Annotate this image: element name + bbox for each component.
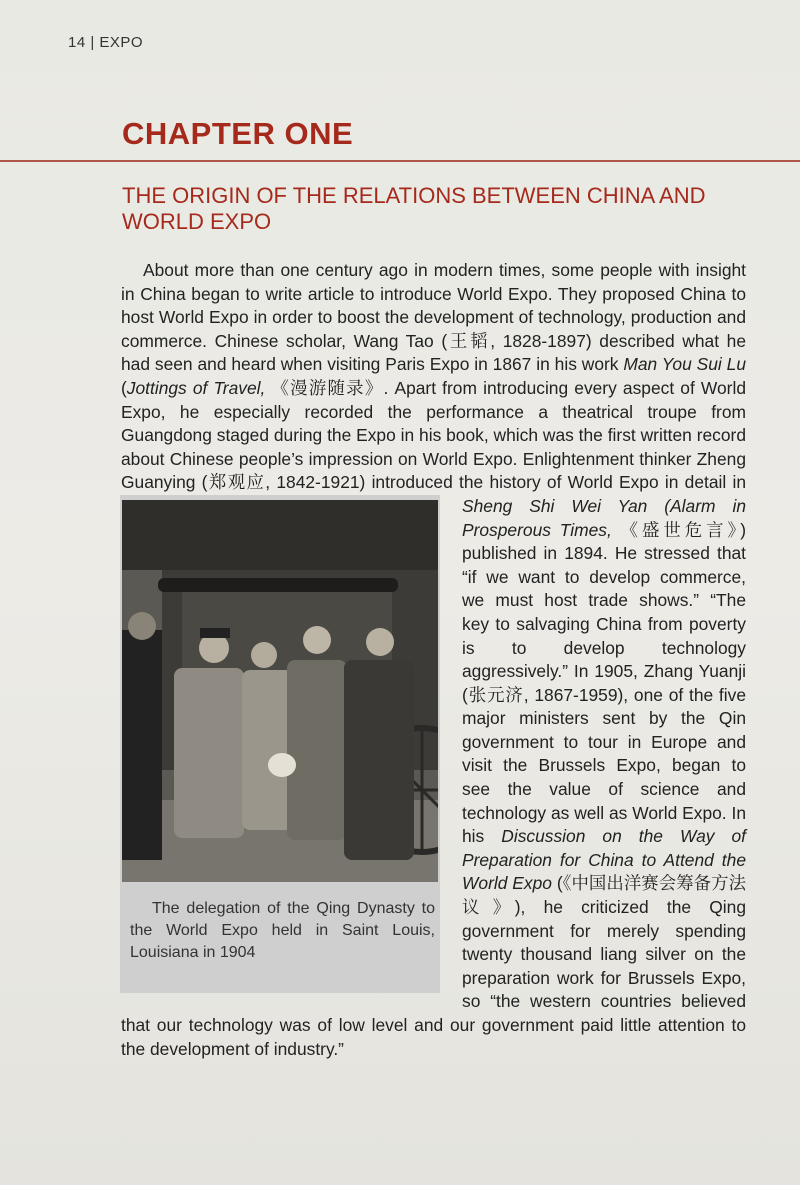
running-head: 14 | EXPO [68, 34, 144, 51]
body-paragraph [121, 259, 746, 1061]
body-span: About more than one century ago in modern times, some people with insight in China began to write article to introduce World Expo. They proposed China to host World Expo in order to boost the development of technology, production and commerce. Chinese scholar, Wang Tao (王韬, 1828-1897) described what he had seen and heard when visiting Paris Expo in 1867 in his work [121, 260, 746, 375]
photo-figure [120, 495, 440, 993]
chapter-title: CHAPTER ONE [122, 116, 354, 151]
delegation-photo [122, 500, 438, 882]
body-span: 《盛世危言》) published in 1894. He stressed that “if we want to develop commerce, we must host trade shows.” “The key to salvaging China from poverty is to develop technology aggressively.” In 1905, Zhang Yuanji (张元济, 1867-1959), one of the five major ministers sent by the Qin government to tour in Europe and visit the Brussels Expo, began to see the value of science and technology as well as World Expo. In his [462, 519, 746, 847]
photo-caption: The delegation of the Qing Dynasty to the World Expo held in Saint Louis, Louisiana in 1904 [130, 899, 435, 961]
book-title-man-you-sui-lu: Man You Sui Lu [623, 354, 746, 375]
book-title-jottings: Jottings of Travel, [126, 377, 266, 398]
section-title: THE ORIGIN OF THE RELATIONS BETWEEN CHINA AND WORLD EXPO [122, 183, 706, 234]
article-body [121, 259, 746, 1061]
book-title-discussion: Discussion on the Way of Preparation for China to Attend the World Expo [462, 826, 747, 894]
body-span: ( [121, 377, 127, 398]
body-span: 《漫游随录》. Apart from introducing every aspect of World Expo, he especially recorded the performance a theatrical troupe from Guangdong staged during the Expo in his book, which was the first written record about Chinese people’s impression on World Expo. Enlightenment thinker Zheng Guanying (郑观应, 1842-1921) introduced the history of World Expo in detail in [121, 377, 746, 493]
chapter-divider [0, 160, 800, 162]
book-title-sheng-shi-wei-yan: Sheng Shi Wei Yan (Alarm in Prosperous Times, [462, 495, 746, 540]
body-span: (《中国出洋赛会筹备方法议》), he criticized the Qing government for merely spending twenty thousand liang silver on the preparation work for Brussels Expo, so “the western countries believed that our technology was of low level and our government paid little attention to the development of industry.” [121, 873, 746, 1059]
